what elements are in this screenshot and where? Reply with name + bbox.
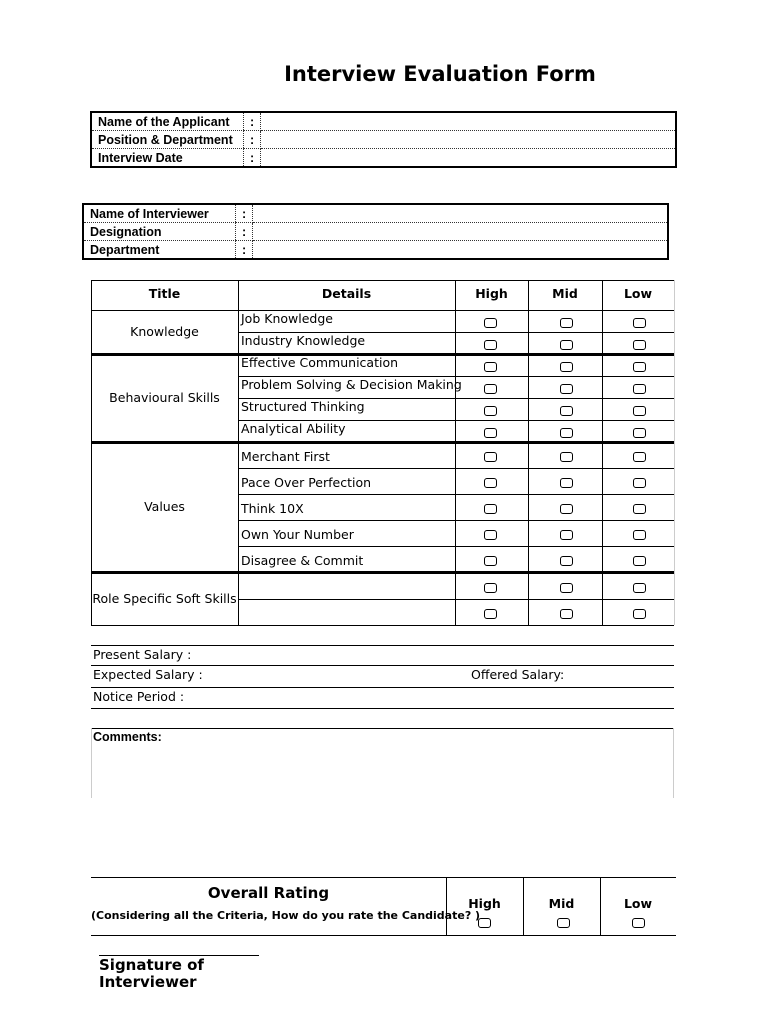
mid-checkbox[interactable]: [560, 583, 573, 593]
high-checkbox[interactable]: [484, 583, 497, 593]
mid-checkbox[interactable]: [560, 384, 573, 394]
group-title: Values: [144, 499, 185, 514]
divider: [91, 645, 674, 646]
high-checkbox[interactable]: [484, 384, 497, 394]
low-checkbox[interactable]: [633, 362, 646, 372]
overall-low-label: Low: [623, 896, 653, 911]
item-label: Problem Solving & Decision Making: [241, 377, 462, 392]
signature-label-line2: Interviewer: [99, 973, 197, 991]
high-checkbox[interactable]: [484, 362, 497, 372]
group-title: Knowledge: [130, 324, 199, 339]
item-label: Job Knowledge: [241, 311, 333, 326]
divider: [673, 728, 674, 798]
divider: [91, 708, 674, 709]
low-checkbox[interactable]: [633, 530, 646, 540]
header-high: High: [475, 286, 508, 301]
low-checkbox[interactable]: [633, 384, 646, 394]
high-checkbox[interactable]: [484, 530, 497, 540]
low-checkbox[interactable]: [633, 556, 646, 566]
mid-checkbox[interactable]: [560, 340, 573, 350]
overall-low-checkbox[interactable]: [632, 918, 645, 928]
divider: [91, 935, 676, 936]
low-checkbox[interactable]: [633, 340, 646, 350]
notice-period-label: Notice Period :: [93, 689, 185, 704]
divider: [91, 280, 92, 625]
overall-mid-label: Mid: [548, 896, 575, 911]
interviewer-name-label: Name of Interviewer: [83, 204, 236, 223]
low-checkbox[interactable]: [633, 504, 646, 514]
divider: [238, 280, 239, 625]
overall-high-label: High: [468, 896, 501, 911]
applicant-name-label: Name of the Applicant: [91, 112, 244, 131]
mid-checkbox[interactable]: [560, 556, 573, 566]
high-checkbox[interactable]: [484, 340, 497, 350]
divider: [238, 599, 674, 600]
divider: [455, 280, 456, 625]
low-checkbox[interactable]: [633, 406, 646, 416]
comments-label: Comments:: [93, 730, 162, 744]
high-checkbox[interactable]: [484, 478, 497, 488]
item-label: Merchant First: [241, 449, 330, 464]
divider: [91, 687, 674, 688]
overall-rating-subtitle: (Considering all the Criteria, How do you rate the Candidate? ): [91, 909, 481, 922]
item-label: Structured Thinking: [241, 399, 365, 414]
divider: [528, 280, 529, 625]
designation-label: Designation: [83, 223, 236, 241]
expected-salary-label: Expected Salary :: [93, 667, 203, 682]
group-title: Role Specific Soft Skills: [92, 591, 237, 606]
divider: [602, 280, 603, 625]
colon: :: [244, 149, 261, 168]
mid-checkbox[interactable]: [560, 362, 573, 372]
department-label: Department: [90, 242, 160, 257]
item-label: Analytical Ability: [241, 421, 346, 436]
header-title: Title: [148, 286, 181, 301]
colon: :: [236, 204, 253, 223]
mid-checkbox[interactable]: [560, 504, 573, 514]
high-checkbox[interactable]: [484, 556, 497, 566]
position-department-label: Position & Department: [91, 131, 244, 149]
interview-date-label: Interview Date: [98, 150, 183, 165]
divider: [91, 665, 674, 666]
header-low: Low: [623, 286, 653, 301]
divider: [238, 520, 674, 521]
divider: [91, 877, 676, 878]
divider: [91, 728, 674, 729]
item-label: Industry Knowledge: [241, 333, 366, 348]
divider: [91, 310, 674, 311]
low-checkbox[interactable]: [633, 609, 646, 619]
item-label: Effective Communication: [241, 355, 399, 370]
item-label: Pace Over Perfection: [241, 475, 372, 490]
high-checkbox[interactable]: [484, 504, 497, 514]
divider: [91, 625, 674, 626]
overall-mid-checkbox[interactable]: [557, 918, 570, 928]
present-salary-label: Present Salary :: [93, 647, 192, 662]
divider: [91, 441, 674, 444]
overall-high-checkbox[interactable]: [478, 918, 491, 928]
colon: :: [236, 241, 253, 260]
mid-checkbox[interactable]: [560, 406, 573, 416]
colon: :: [244, 131, 261, 149]
high-checkbox[interactable]: [484, 406, 497, 416]
mid-checkbox[interactable]: [560, 609, 573, 619]
offered-salary-label: Offered Salary:: [471, 667, 565, 682]
divider: [91, 280, 674, 281]
overall-rating-title: Overall Rating: [207, 884, 330, 902]
mid-checkbox[interactable]: [560, 452, 573, 462]
header-mid: Mid: [552, 286, 578, 301]
mid-checkbox[interactable]: [560, 318, 573, 328]
low-checkbox[interactable]: [633, 318, 646, 328]
divider: [238, 494, 674, 495]
divider: [91, 571, 674, 574]
item-label: Think 10X: [241, 501, 304, 516]
comments-field[interactable]: [93, 748, 668, 794]
mid-checkbox[interactable]: [560, 428, 573, 438]
low-checkbox[interactable]: [633, 478, 646, 488]
divider: [238, 468, 674, 469]
page-title: Interview Evaluation Form: [284, 62, 596, 86]
colon: :: [236, 223, 253, 241]
divider: [674, 280, 675, 625]
divider: [238, 546, 674, 547]
item-label: Disagree & Commit: [241, 553, 364, 568]
group-title: Behavioural Skills: [109, 390, 220, 405]
high-checkbox[interactable]: [484, 452, 497, 462]
mid-checkbox[interactable]: [560, 530, 573, 540]
high-checkbox[interactable]: [484, 609, 497, 619]
low-checkbox[interactable]: [633, 452, 646, 462]
high-checkbox[interactable]: [484, 318, 497, 328]
divider: [91, 728, 92, 798]
low-checkbox[interactable]: [633, 428, 646, 438]
high-checkbox[interactable]: [484, 428, 497, 438]
mid-checkbox[interactable]: [560, 478, 573, 488]
colon: :: [244, 112, 261, 131]
header-details: Details: [321, 286, 372, 301]
signature-label-line1: Signature of: [99, 956, 204, 974]
low-checkbox[interactable]: [633, 583, 646, 593]
item-label: Own Your Number: [241, 527, 354, 542]
